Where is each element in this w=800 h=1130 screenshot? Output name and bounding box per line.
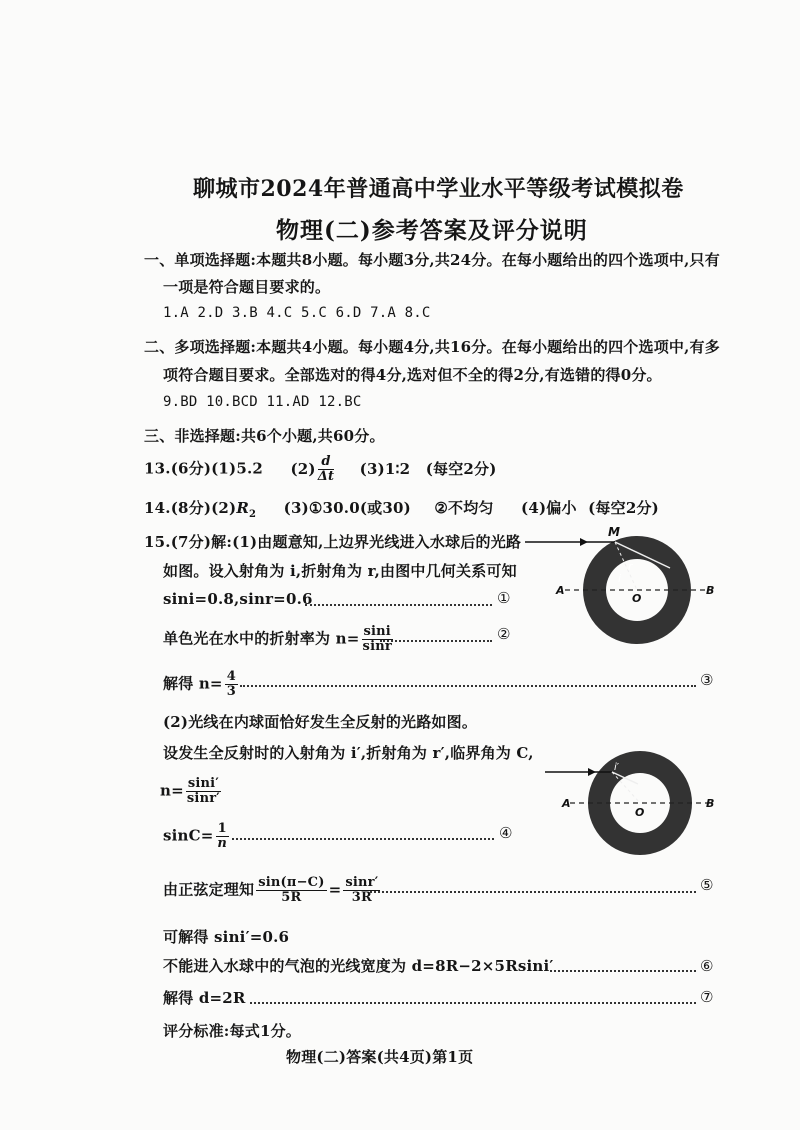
q15-eq1: sini=0.8,sinr=0.6 (163, 590, 313, 608)
fig2-label-b: B (706, 797, 715, 810)
fig2-label-i: i′ (614, 762, 620, 773)
exam-title: 聊城市2024年普通高中学业水平等级考试模拟卷 (193, 176, 684, 202)
q14-r2: R (236, 499, 250, 517)
q15-eq4-fraction (216, 822, 229, 851)
q13-note: (每空2分) (425, 459, 497, 478)
q15-marker-5: ⑤ (700, 876, 714, 894)
q15-eq4 (163, 822, 231, 851)
q15-eq7: 解得 d=2R (163, 989, 246, 1007)
fig1-ray-arrow (580, 538, 588, 546)
q14-part3: (3)①30.0(或30) (283, 499, 411, 517)
fig2-label-a: A (562, 797, 571, 810)
page-footer: 物理(二)答案(共4页)第1页 (286, 1048, 474, 1066)
q14-r2-sub: 2 (249, 509, 257, 520)
q15-eq4-leader (232, 838, 494, 840)
q15-eq2-leader (380, 640, 492, 642)
q15-marker-4: ④ (499, 824, 513, 842)
q15-part2-line1: (2)光线在内球面恰好发生全反射的光路如图。 (163, 713, 478, 731)
q14-note: (每空2分) (588, 499, 659, 517)
q15-eq6-leader (550, 970, 696, 972)
fig1-label-b: B (706, 584, 715, 597)
q15-eq3-text: 解得 n= (163, 674, 223, 693)
section2-line2: 项符合题目要求。全部选对的得4分,选对但不全的得2分,有选错的得0分。 (163, 366, 662, 384)
q15-eq5-fraction1 (256, 876, 326, 905)
q13-fraction (318, 455, 335, 484)
section2-answers: 9.BD 10.BCD 11.AD 12.BC (163, 394, 362, 410)
q15-eq-n-num: sini′ (187, 776, 219, 791)
section3-heading: 三、非选择题:共6个小题,共60分。 (144, 427, 385, 445)
q15-eq3-num: 4 (226, 669, 236, 684)
q15-eq5-num2: sinr′ (345, 875, 379, 890)
q15-eq3-leader (240, 685, 696, 687)
q15-eq4-den: n (217, 836, 228, 851)
q15-marker-1: ① (497, 589, 511, 607)
figure-1-diagram (520, 520, 720, 670)
q15-marker-2: ② (497, 625, 511, 643)
q13-frac-num: d (321, 454, 331, 469)
q15-eq3 (163, 670, 240, 699)
q13-part2: (2) (290, 459, 316, 478)
fig1-label-r: r (628, 560, 633, 573)
q15-eq6: 不能进入水球中的气泡的光线宽度为 d=8R−2×5Rsini′ (163, 957, 554, 975)
q14-prefix: 14.(8分)(2) (144, 499, 237, 517)
q15-eq4-num: 1 (217, 821, 227, 836)
q15-eq-n-fraction (186, 777, 221, 806)
q15-part2-line2: 设发生全反射时的入射角为 i′,折射角为 r′,临界角为 C, (163, 744, 534, 762)
q15-eq-n-lhs: n= (160, 781, 184, 800)
q15-eq4-lhs: sinC= (163, 826, 214, 845)
q14-part3b: ②不均匀 (434, 499, 494, 517)
section1-line2: 一项是符合题目要求的。 (163, 278, 331, 296)
q13-prefix: 13.(6分)(1)5.2 (144, 459, 264, 478)
fig2-ray-arrow (588, 768, 596, 776)
q15-eq5-den2: 3R (351, 890, 372, 905)
q15-eq-solve: 可解得 sini′=0.6 (163, 928, 290, 946)
q15-eq5-num1: sin(π−C) (258, 875, 325, 890)
q14-answer (144, 497, 659, 520)
q15-eq3-den: 3 (226, 684, 236, 699)
q15-eq5-equals: = (328, 880, 342, 899)
q15-eq7-leader (250, 1002, 696, 1004)
scoring-criteria: 评分标准:每式1分。 (163, 1022, 301, 1040)
fig1-label-o: O (632, 592, 642, 605)
q15-eq-n-den: sinr′ (186, 791, 220, 806)
q15-eq2-text: 单色光在水中的折射率为 n= (163, 629, 360, 648)
q15-marker-7: ⑦ (700, 988, 714, 1006)
q15-eq2-den: sinr (362, 639, 392, 654)
fig2-label-o: O (635, 806, 645, 819)
figure-2-diagram (540, 748, 720, 868)
q15-marker-3: ③ (700, 671, 714, 689)
q15-eq5 (163, 876, 382, 905)
fig1-label-i: i (618, 572, 622, 585)
fig1-label-a: A (556, 584, 565, 597)
q13-answer (144, 455, 497, 484)
q15-eq2 (163, 625, 395, 654)
fig1-label-m: M (608, 525, 620, 539)
q15-eq5-lhs: 由正弦定理知 (163, 880, 255, 899)
section1-line1: 一、单项选择题:本题共8小题。每小题3分,共24分。在每小题给出的四个选项中,只有 (144, 251, 720, 269)
q15-line1: 15.(7分)解:(1)由题意知,上边界光线进入水球后的光路 (144, 533, 522, 551)
q13-part3: (3)1∶2 (359, 459, 411, 478)
section1-answers: 1.A 2.D 3.B 4.C 5.C 6.D 7.A 8.C (163, 305, 431, 321)
q15-marker-6: ⑥ (700, 957, 714, 975)
q15-eq2-num: sini (363, 624, 391, 639)
section2-line1: 二、多项选择题:本题共4小题。每小题4分,共16分。在每小题给出的四个选项中,有多 (144, 338, 720, 356)
q15-eq5-den1: 5R (281, 890, 302, 905)
q15-eq1-leader (305, 604, 492, 606)
q15-eq-n (160, 777, 223, 806)
q15-eq5-leader (370, 891, 696, 893)
q14-part4: (4)偏小 (521, 499, 577, 517)
q13-frac-den: Δt (317, 469, 335, 484)
q15-line2: 如图。设入射角为 i,折射角为 r,由图中几何关系可知 (163, 562, 517, 580)
exam-subtitle: 物理(二)参考答案及评分说明 (276, 217, 588, 244)
q15-eq3-fraction (225, 670, 238, 699)
